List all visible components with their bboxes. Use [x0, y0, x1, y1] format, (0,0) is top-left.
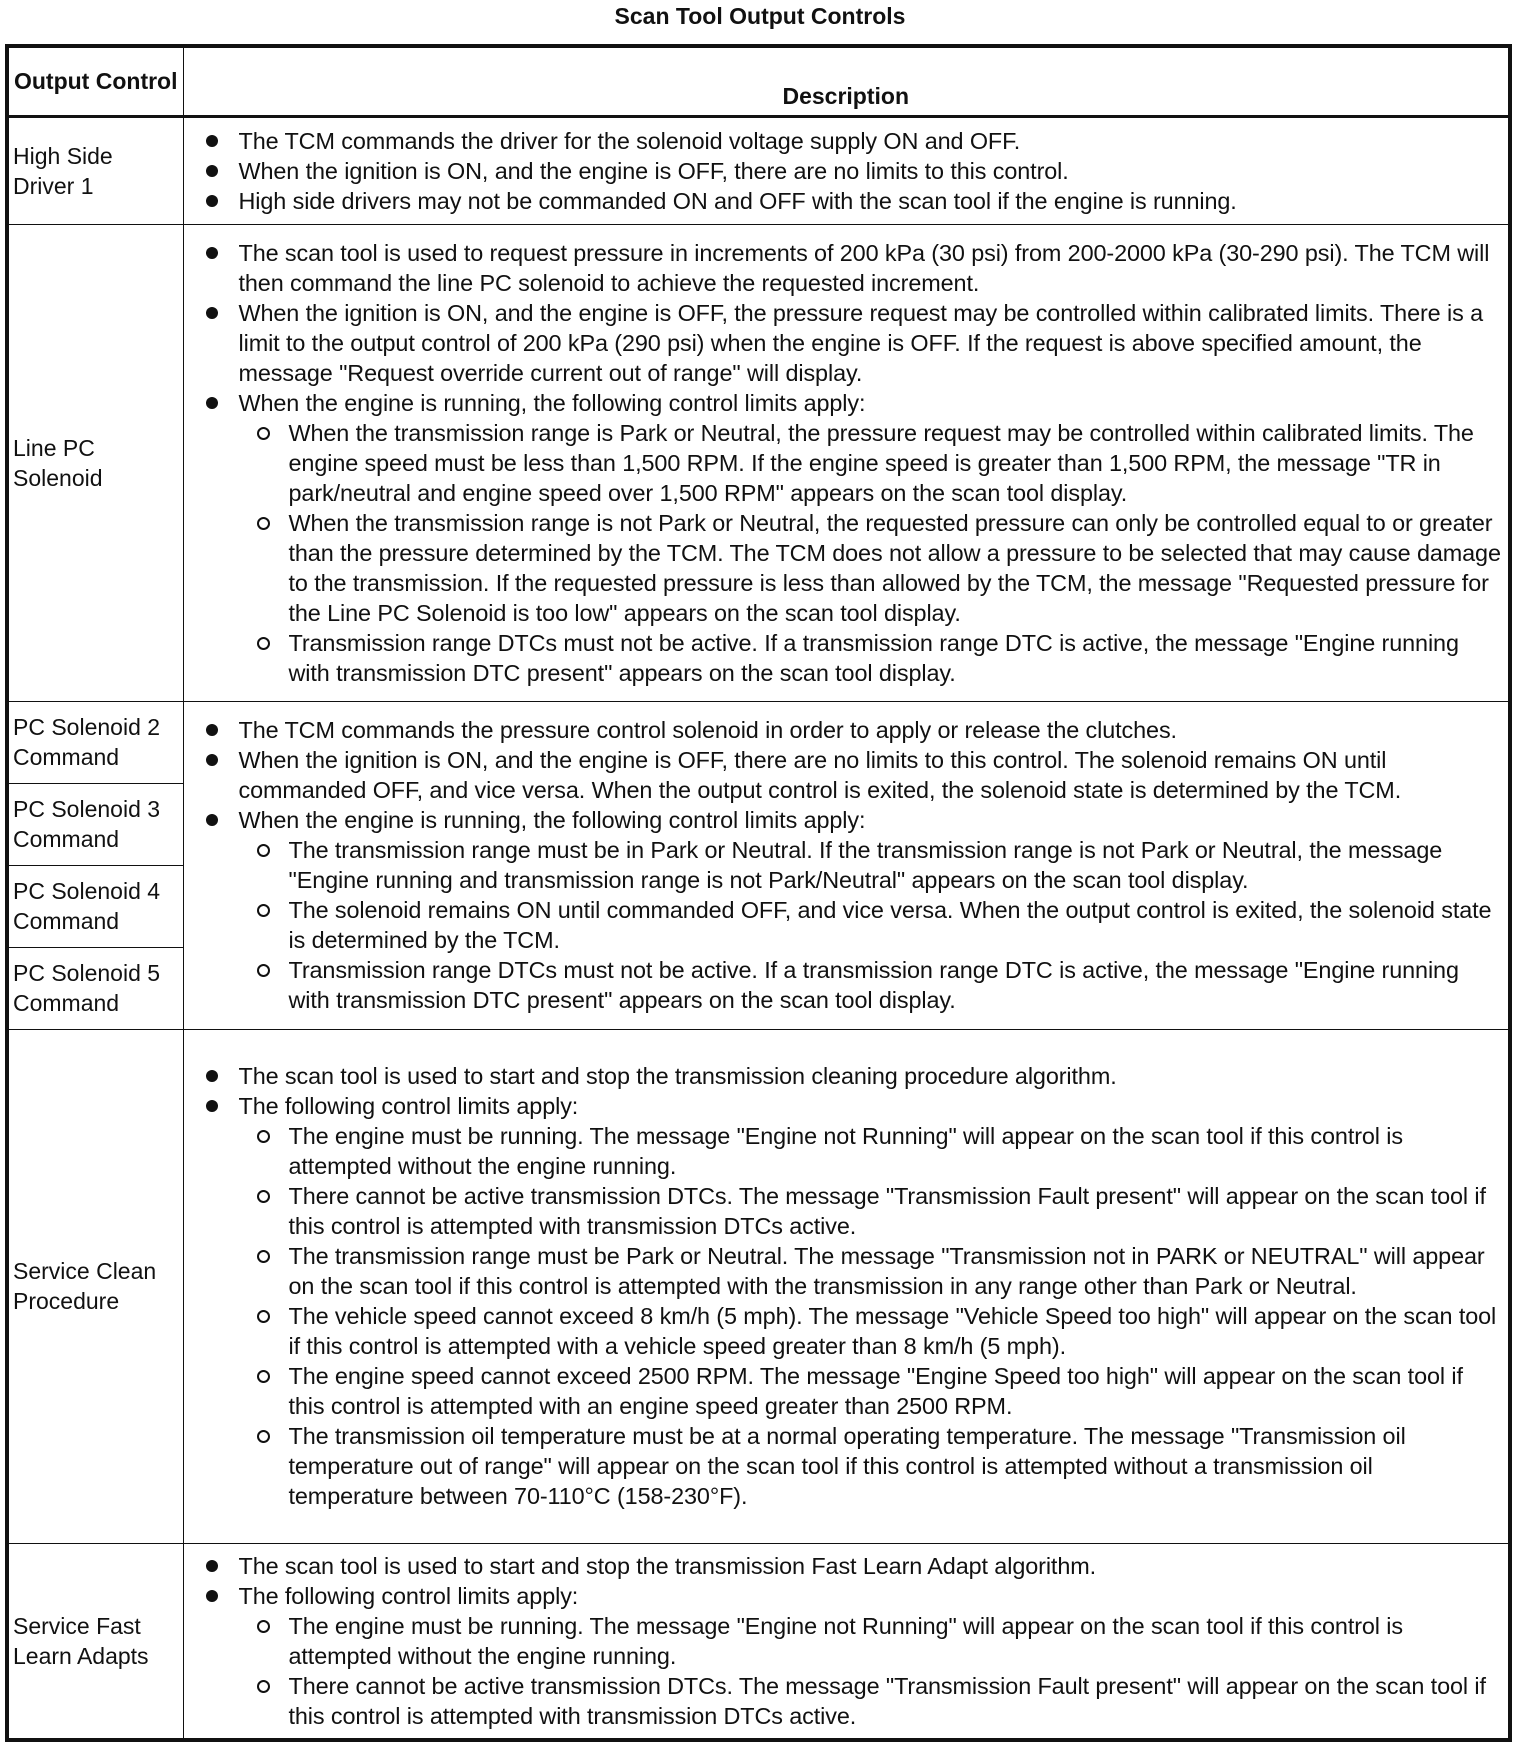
bullet-item: The TCM commands the driver for the solenoid voltage supply ON and OFF.: [184, 126, 1503, 156]
sub-bullet-list: [239, 1121, 1503, 1511]
filled-bullet-icon: [206, 754, 218, 766]
filled-bullet-icon: [206, 195, 218, 207]
control-name: PC Solenoid 2 Command: [7, 701, 183, 783]
sub-bullet-item: The transmission range must be Park or Neutral. The message "Transmission not in PARK or NEUTRAL" will appear on the scan tool if this control is attempted with the transmission in any range other than Park or Neutral.: [239, 1241, 1503, 1301]
hollow-bullet-icon: [257, 1190, 270, 1203]
hollow-bullet-icon: [257, 1620, 270, 1633]
hollow-bullet-icon: [257, 1250, 270, 1263]
output-controls-table: [5, 44, 1512, 1742]
description-cell: [183, 701, 1510, 1029]
filled-bullet-icon: [206, 724, 218, 736]
bullet-item: The TCM commands the pressure control solenoid in order to apply or release the clutches.: [184, 715, 1503, 745]
hollow-bullet-icon: [257, 517, 270, 530]
table-row-service-fast-learn-adapts: [7, 1543, 1510, 1740]
hollow-bullet-icon: [257, 1370, 270, 1383]
bullet-list: [184, 1551, 1503, 1731]
hollow-bullet-icon: [257, 904, 270, 917]
sub-bullet-item: The engine speed cannot exceed 2500 RPM. The message "Engine Speed too high" will appear on the scan tool if this control is attempted with an engine speed greater than 2500 RPM.: [239, 1361, 1503, 1421]
control-name: PC Solenoid 4 Command: [7, 865, 183, 947]
sub-bullet-item: The solenoid remains ON until commanded OFF, and vice versa. When the output control is exited, the solenoid state is determined by the TCM.: [239, 895, 1503, 955]
sub-bullet-item: The transmission oil temperature must be at a normal operating temperature. The message "Transmission oil temperature out of range" will appear on the scan tool if this control is attempted without a transmission oil temperature between 70-110°C (158-230°F).: [239, 1421, 1503, 1511]
control-name: Service Fast Learn Adapts: [7, 1543, 183, 1740]
bullet-item: When the ignition is ON, and the engine is OFF, there are no limits to this control. The solenoid remains ON until commanded OFF, and vice versa. When the output control is exited, the solenoid state is determined by the TCM.: [184, 745, 1503, 805]
filled-bullet-icon: [206, 397, 218, 409]
sub-bullet-item: Transmission range DTCs must not be active. If a transmission range DTC is active, the message "Engine running with transmission DTC present" appears on the scan tool display.: [239, 955, 1503, 1015]
description-cell: [183, 224, 1510, 701]
header-output-control: Output Control: [7, 46, 183, 116]
bullet-item: The following control limits apply: The engine must be running. The message "Engine not Running" will appear on the scan tool if this control is attempted without the engine running. There cannot be active transmission DTCs. The message "Transmission Fault present" will appear on the scan tool if this control is attempted with transmission DTCs active.: [184, 1581, 1503, 1731]
bullet-item: The scan tool is used to start and stop the transmission Fast Learn Adapt algorithm.: [184, 1551, 1503, 1581]
sub-bullet-item: There cannot be active transmission DTCs. The message "Transmission Fault present" will appear on the scan tool if this control is attempted with transmission DTCs active.: [239, 1671, 1503, 1731]
filled-bullet-icon: [206, 1070, 218, 1082]
document-title: Scan Tool Output Controls: [614, 3, 906, 29]
description-cell: [183, 116, 1510, 224]
sub-bullet-item: The vehicle speed cannot exceed 8 km/h (5 mph). The message "Vehicle Speed too high" will appear on the scan tool if this control is attempted with a vehicle speed greater than 8 km/h (5 mph).: [239, 1301, 1503, 1361]
hollow-bullet-icon: [257, 1310, 270, 1323]
sub-bullet-item: The engine must be running. The message "Engine not Running" will appear on the scan tool if this control is attempted without the engine running.: [239, 1611, 1503, 1671]
sub-bullet-list: [239, 835, 1503, 1015]
filled-bullet-icon: [206, 1590, 218, 1602]
table-row-service-clean-procedure: [7, 1029, 1510, 1543]
bullet-item: When the engine is running, the following control limits apply: The transmission range must be in Park or Neutral. If the transmission range is not Park or Neutral, the message "Engine running and transmission range is not Park/Neutral" appears on the scan tool display. The solenoid remains ON until commanded OFF, and vice versa. When the output control is exited, the solenoid state is determined by the TCM. Transmission range DTCs must not be active. If a transmission range DTC is active, the message "Engine running with transmission DTC present" appears on the scan tool display.: [184, 805, 1503, 1015]
filled-bullet-icon: [206, 814, 218, 826]
sub-bullet-item: When the transmission range is Park or Neutral, the pressure request may be controlled within calibrated limits. The engine speed must be less than 1,500 RPM. If the engine speed is greater than 1,500 RPM, the message "TR in park/neutral and engine speed over 1,500 RPM" appears on the scan tool display.: [239, 418, 1503, 508]
sub-bullet-item: When the transmission range is not Park or Neutral, the requested pressure can only be controlled equal to or greater than the pressure determined by the TCM. The TCM does not allow a pressure to be selected that may cause damage to the transmission. If the requested pressure is less than allowed by the TCM, the message "Requested pressure for the Line PC Solenoid is too low" appears on the scan tool display.: [239, 508, 1503, 628]
filled-bullet-icon: [206, 1560, 218, 1572]
sub-bullet-list: [239, 1611, 1503, 1731]
sub-bullet-item: The transmission range must be in Park or Neutral. If the transmission range is not Park or Neutral, the message "Engine running and transmission range is not Park/Neutral" appears on the scan tool display.: [239, 835, 1503, 895]
control-name: Line PC Solenoid: [7, 224, 183, 701]
table-row-line-pc-solenoid: [7, 224, 1510, 701]
hollow-bullet-icon: [257, 1130, 270, 1143]
table-row-high-side-driver-1: [7, 116, 1510, 224]
sub-bullet-item: Transmission range DTCs must not be active. If a transmission range DTC is active, the message "Engine running with transmission DTC present" appears on the scan tool display.: [239, 628, 1503, 688]
table-row-pc-solenoid-2: [7, 701, 1510, 783]
bullet-item: The scan tool is used to request pressure in increments of 200 kPa (30 psi) from 200-2000 kPa (30-290 psi). The TCM will then command the line PC solenoid to achieve the requested increment.: [184, 238, 1503, 298]
filled-bullet-icon: [206, 165, 218, 177]
bullet-item: When the engine is running, the following control limits apply: When the transmission range is Park or Neutral, the pressure request may be controlled within calibrated limits. The engine speed must be less than 1,500 RPM. If the engine speed is greater than 1,500 RPM, the message "TR in park/neutral and engine speed over 1,500 RPM" appears on the scan tool display. When the transmission range is not Park or Neutral, the requested pressure can only be controlled equal to or greater than the pressure determined by the TCM. The TCM does not allow a pressure to be selected that may cause damage to the transmission. If the requested pressure is less than allowed by the TCM, the message "Requested pressure for the Line PC Solenoid is too low" appears on the scan tool display. Transmission range DTCs must not be active. If a transmission range DTC is active, the message "Engine running with transmission DTC present" appears on the scan tool display.: [184, 388, 1503, 688]
sub-bullet-list: [239, 418, 1503, 688]
hollow-bullet-icon: [257, 1430, 270, 1443]
bullet-list: [184, 1061, 1503, 1511]
hollow-bullet-icon: [257, 844, 270, 857]
control-name: PC Solenoid 3 Command: [7, 783, 183, 865]
bullet-list: [184, 715, 1503, 1015]
hollow-bullet-icon: [257, 1680, 270, 1693]
sub-bullet-item: There cannot be active transmission DTCs. The message "Transmission Fault present" will appear on the scan tool if this control is attempted with transmission DTCs active.: [239, 1181, 1503, 1241]
filled-bullet-icon: [206, 307, 218, 319]
filled-bullet-icon: [206, 247, 218, 259]
filled-bullet-icon: [206, 135, 218, 147]
hollow-bullet-icon: [257, 427, 270, 440]
control-name: Service Clean Procedure: [7, 1029, 183, 1543]
hollow-bullet-icon: [257, 637, 270, 650]
hollow-bullet-icon: [257, 964, 270, 977]
header-description: Description: [183, 46, 1510, 116]
bullet-item: When the ignition is ON, and the engine is OFF, the pressure request may be controlled within calibrated limits. There is a limit to the output control of 200 kPa (290 psi) when the engine is OFF. If the request is above specified amount, the message "Request override current out of range" will display.: [184, 298, 1503, 388]
filled-bullet-icon: [206, 1100, 218, 1112]
sub-bullet-item: The engine must be running. The message "Engine not Running" will appear on the scan tool if this control is attempted without the engine running.: [239, 1121, 1503, 1181]
bullet-item: High side drivers may not be commanded ON and OFF with the scan tool if the engine is running.: [184, 186, 1503, 216]
description-cell: [183, 1543, 1510, 1740]
bullet-item: When the ignition is ON, and the engine is OFF, there are no limits to this control.: [184, 156, 1503, 186]
control-name: High Side Driver 1: [7, 116, 183, 224]
control-name: PC Solenoid 5 Command: [7, 947, 183, 1029]
bullet-item: The following control limits apply: The engine must be running. The message "Engine not Running" will appear on the scan tool if this control is attempted without the engine running. There cannot be active transmission DTCs. The message "Transmission Fault present" will appear on the scan tool if this control is attempted with transmission DTCs active. The transmission range must be Park or Neutral. The message "Transmission not in PARK or NEUTRAL" will appear on the scan tool if this control is attempted with the transmission in any range other than Park or Neutral. The vehicle speed cannot exceed 8 km/h (5 mph). The message "Vehicle Speed too high" will appear on the scan tool if this control is attempted with a vehicle speed greater than 8 km/h (5 mph). The engine speed cannot exceed 2500 RPM. The message "Engine Speed too high" will appear on the scan tool if this control is attempted with an engine speed greater than 2500 RPM. The transmission oil temperature must be at a normal operating temperature. The message "Transmission oil temperature out of range" will appear on the scan tool if this control is attempted without a transmission oil temperature between 70-110°C (158-230°F).: [184, 1091, 1503, 1511]
header-row: [7, 46, 1510, 116]
bullet-list: [184, 238, 1503, 688]
description-cell: [183, 1029, 1510, 1543]
bullet-list: [184, 126, 1503, 216]
bullet-item: The scan tool is used to start and stop the transmission cleaning procedure algorithm.: [184, 1061, 1503, 1091]
